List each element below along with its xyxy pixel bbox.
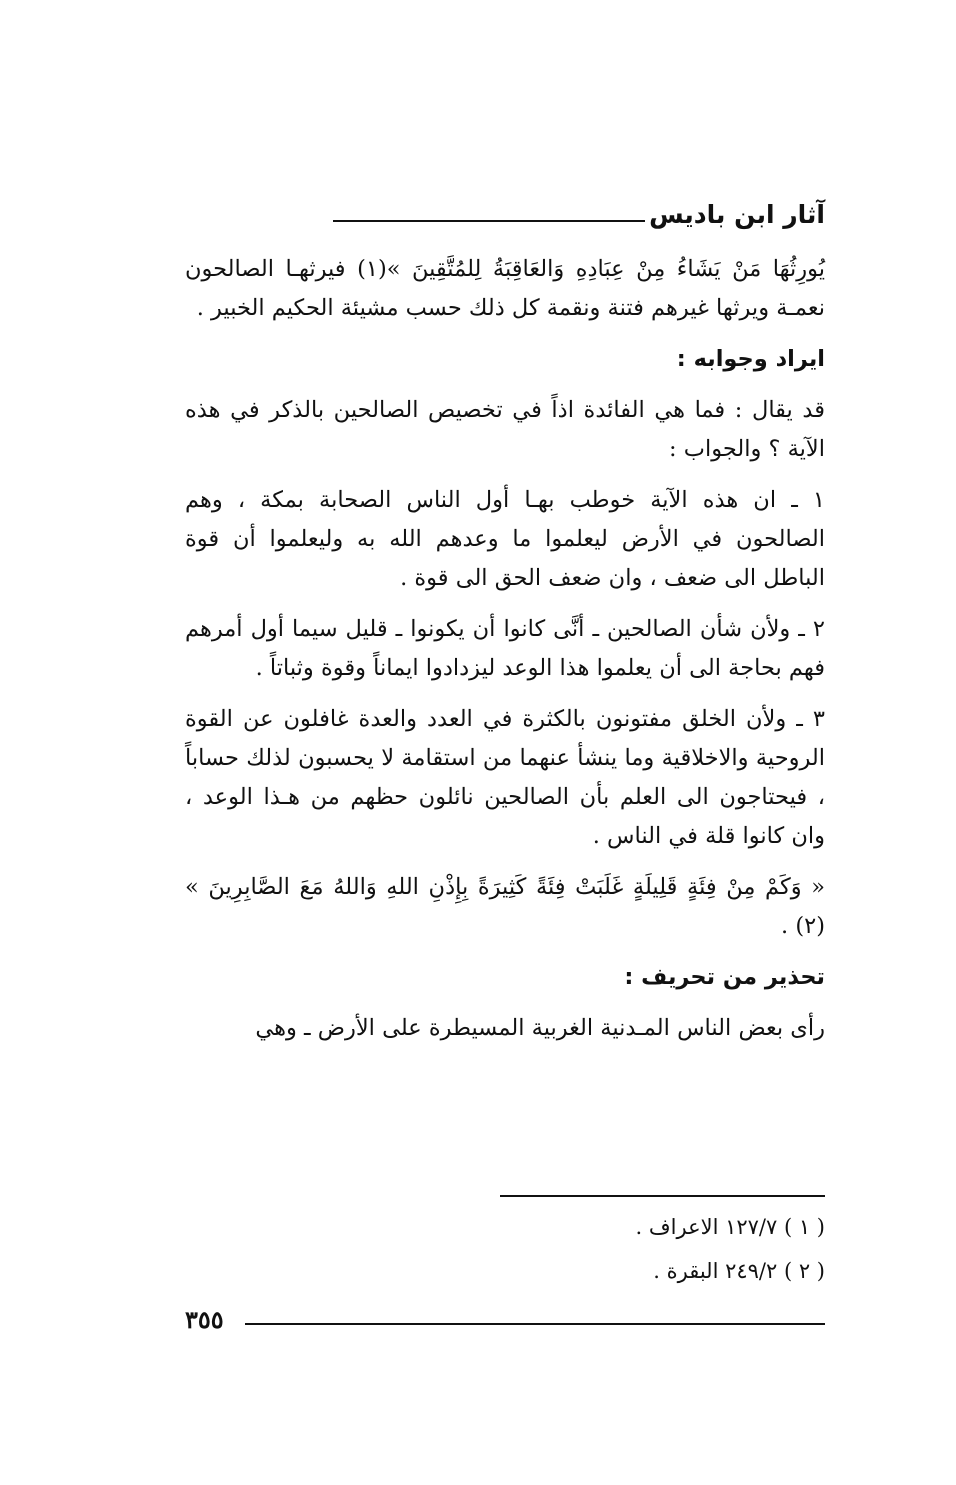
footnote-rule bbox=[500, 1195, 825, 1197]
page-footer bbox=[185, 1305, 825, 1335]
footnote-2: ( ٢ ) ٢٤٩/٢ البقرة . bbox=[653, 1259, 825, 1283]
header-rule bbox=[333, 220, 645, 222]
verse-continuation-paragraph: يُورِثُهَا مَنْ يَشَاءُ مِنْ عِبَادِهِ وَالعَاقِبَةُ لِلمُتَّقِينَ »(١) فيرثهـا الصالحون نعمـة ويرثها غيرهم فتنة ونقمة كل ذلك حسب مشيئة الحكيم الخبير . bbox=[185, 256, 825, 321]
footnote-1: ( ١ ) ١٢٧/٧ الاعراف . bbox=[635, 1215, 825, 1239]
main-text bbox=[185, 250, 825, 1048]
answer-point-1: ١ ـ ان هذه الآية خوطب بهـا أول الناس الصحابة بمكة ، وهم الصالحون في الأرض ليعلموا ما وعدهم الله به وليعلموا أن قوة الباطل الى ضعف ، وان ضعف الحق الى قوة . bbox=[185, 487, 825, 591]
quran-verse-quote: « وَكَمْ مِنْ فِئَةٍ قَلِيلَةٍ غَلَبَتْ فِئَةً كَثِيرَةً بِإِذْنِ اللهِ وَاللهُ مَعَ الصَّابِرِينَ » (٢) . bbox=[185, 874, 825, 939]
objection-paragraph: قد يقال : فما هي الفائدة اذاً في تخصيص الصالحين بالذكر في هذه الآية ؟ والجواب : bbox=[185, 397, 825, 462]
warning-paragraph: رأى بعض الناس المـدنية الغربية المسيطرة على الأرض ـ وهي bbox=[255, 1015, 825, 1041]
section-heading-objection: ايراد وجوابه : bbox=[676, 346, 825, 372]
book-title: آثار ابن باديس bbox=[649, 200, 825, 229]
footnotes bbox=[450, 1205, 825, 1293]
page-number: ٣٥٥ bbox=[185, 1305, 224, 1334]
answer-point-3: ٣ ـ ولأن الخلق مفتونون بالكثرة في العدد والعدة غافلون عن القوة الروحية والاخلاقية وما ينشأ عنهما من استقامة لا يحسبون لذلك حساباً ، فيحتاجون الى العلم بأن الصالحين نائلون حظهم من هـذا الوعد ، وان كانوا قلة في الناس . bbox=[185, 706, 825, 849]
answer-point-2: ٢ ـ ولأن شأن الصالحين ـ أنَّى كانوا أن يكونوا ـ قليل سيما أول أمرهم فهم بحاجة الى أن يعلموا هذا الوعد ليزدادوا ايماناً وقوة وثباتاً . bbox=[185, 616, 825, 681]
section-heading-warning: تحذير من تحريف : bbox=[624, 964, 825, 990]
footer-rule bbox=[245, 1323, 825, 1325]
running-header bbox=[185, 198, 825, 234]
